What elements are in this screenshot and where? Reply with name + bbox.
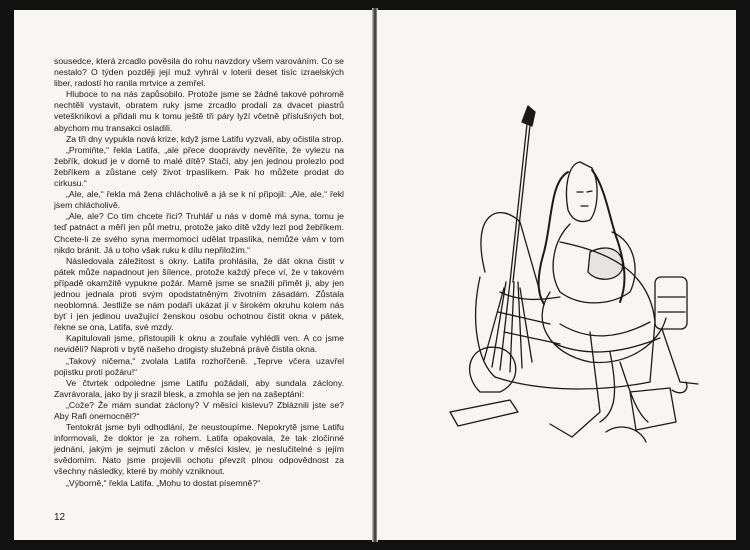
paragraph: Ve čtvrtek odpoledne jsme Latifu požádali, aby sundala záclony. Zavrávorala, jako by ji srazil blesk, a zmohla se jen na zašeptání: bbox=[54, 377, 344, 399]
cleaning-utensils-drawing bbox=[450, 332, 676, 442]
vacuum-cleaner-drawing bbox=[655, 277, 698, 393]
woman-drawing bbox=[539, 162, 666, 362]
paragraph: Hluboce to na nás zapůsobilo. Protože jsme se žádné takové pohromě nechtěli vystavit, obratem ruky jsme zrcadlo prodali za dvacet piastrů veteškníkovi a přidali mu k tomu ještě tři páry lyží včetně příslušných bot, abychom mu transakci osladili. bbox=[54, 89, 344, 133]
paragraph: Kapitulovali jsme, přistoupili k oknu a zoufale vyhlédli ven. A co jsme neviděli? Naproti v bytě našeho drogisty služebná právě čistila okna. bbox=[54, 333, 344, 355]
paragraph: Za tři dny vypukla nová krize, když jsme Latifu vyzvali, aby očistila strop. bbox=[66, 133, 344, 144]
paragraph: sousedce, která zrcadlo pověsila do rohu navzdory všem varováním. Co se nestalo? O týden později její muž vyhrál v loterii deset tisíc izraelských liber, radostí ho ranila mrtvice a zemřel. bbox=[54, 56, 344, 89]
paragraph: „Výborně,“ řekla Latifa. „Mohu to dostat písemně?“ bbox=[66, 477, 261, 488]
illustration-woman-with-cleaning-utensils bbox=[440, 92, 710, 452]
paragraph: „Takový ničema,“ zvolala Latifa rozhořčeně. „Teprve včera uzavřel pojistku proti požáru!“ bbox=[54, 355, 344, 377]
page-number: 12 bbox=[54, 512, 66, 523]
paragraph: „Ale, ale,“ řekla má žena chlácholivě a já se k ní připojil: „Ale, ale,“ řekl jsem chlácholivě. bbox=[54, 189, 344, 211]
paragraph: Následovala záležitost s okny. Latifa prohlásila, že dát okna čistit v pátek může napadnout jen šílence, protože každý přece ví, že v takovém případě okamžitě vypukne požár. Marně jsme se snažili přimět ji, aby jen jednou jednala proti svým opodstatněným životním zásadám. Zůstala neoblomná. Jestliže se nám podaří ukázat jí v širokém okruhu kolem nás byť i jen jedinou uvažující ženskou osobu ochotnou čistit okna v pátek, řekne se ona, Latifa, své mzdy. bbox=[54, 255, 344, 333]
paragraph: Tentokrát jsme byli odhodlání, že neustoupíme. Nepokrytě jsme Latifu informovali, že doktor je za rohem. Latifa opakovala, že tak zločinné jednání, jakým je sejmutí záclon v měsíci kislev, je neslučitelné s jejím svědomím. Nato jsme projevili ochotu převzít plnou odpovědnost za všechny následky, které by mohly vzniknout. bbox=[54, 422, 344, 477]
page-text bbox=[54, 56, 344, 489]
broom-drawing bbox=[484, 106, 535, 372]
paragraph: „Ale, ale? Co tím chcete říci? Truhlář u nás v domě má syna, tomu je teď patnáct a měří jen půl metru, protože jako dítě vždy lezl pod žebříkem. Chcete-li ze svého syna mermomocí udělat trpaslíka, nemůže vám v tom nikdo bránit. Já u toho však ruku k dílu nepřiložím.“ bbox=[54, 211, 344, 255]
paragraph: „Cože? Že mám sundat záclony? V měsíci kislevu? Zbláznili jste se? Aby Rafi onemocněl?“ bbox=[54, 399, 344, 421]
left-page bbox=[14, 10, 373, 540]
paragraph: „Promiňte,“ řekla Latifa, „ale přece doopravdy nevěříte, že vylezu na žebřík, dokud je v domě to malé dítě? Stačí, aby jen jednou prolezlo pod žebříkem a zůstane celý život trpaslíkem. Pak ho můžete prodat do cirkusu.“ bbox=[54, 144, 344, 189]
